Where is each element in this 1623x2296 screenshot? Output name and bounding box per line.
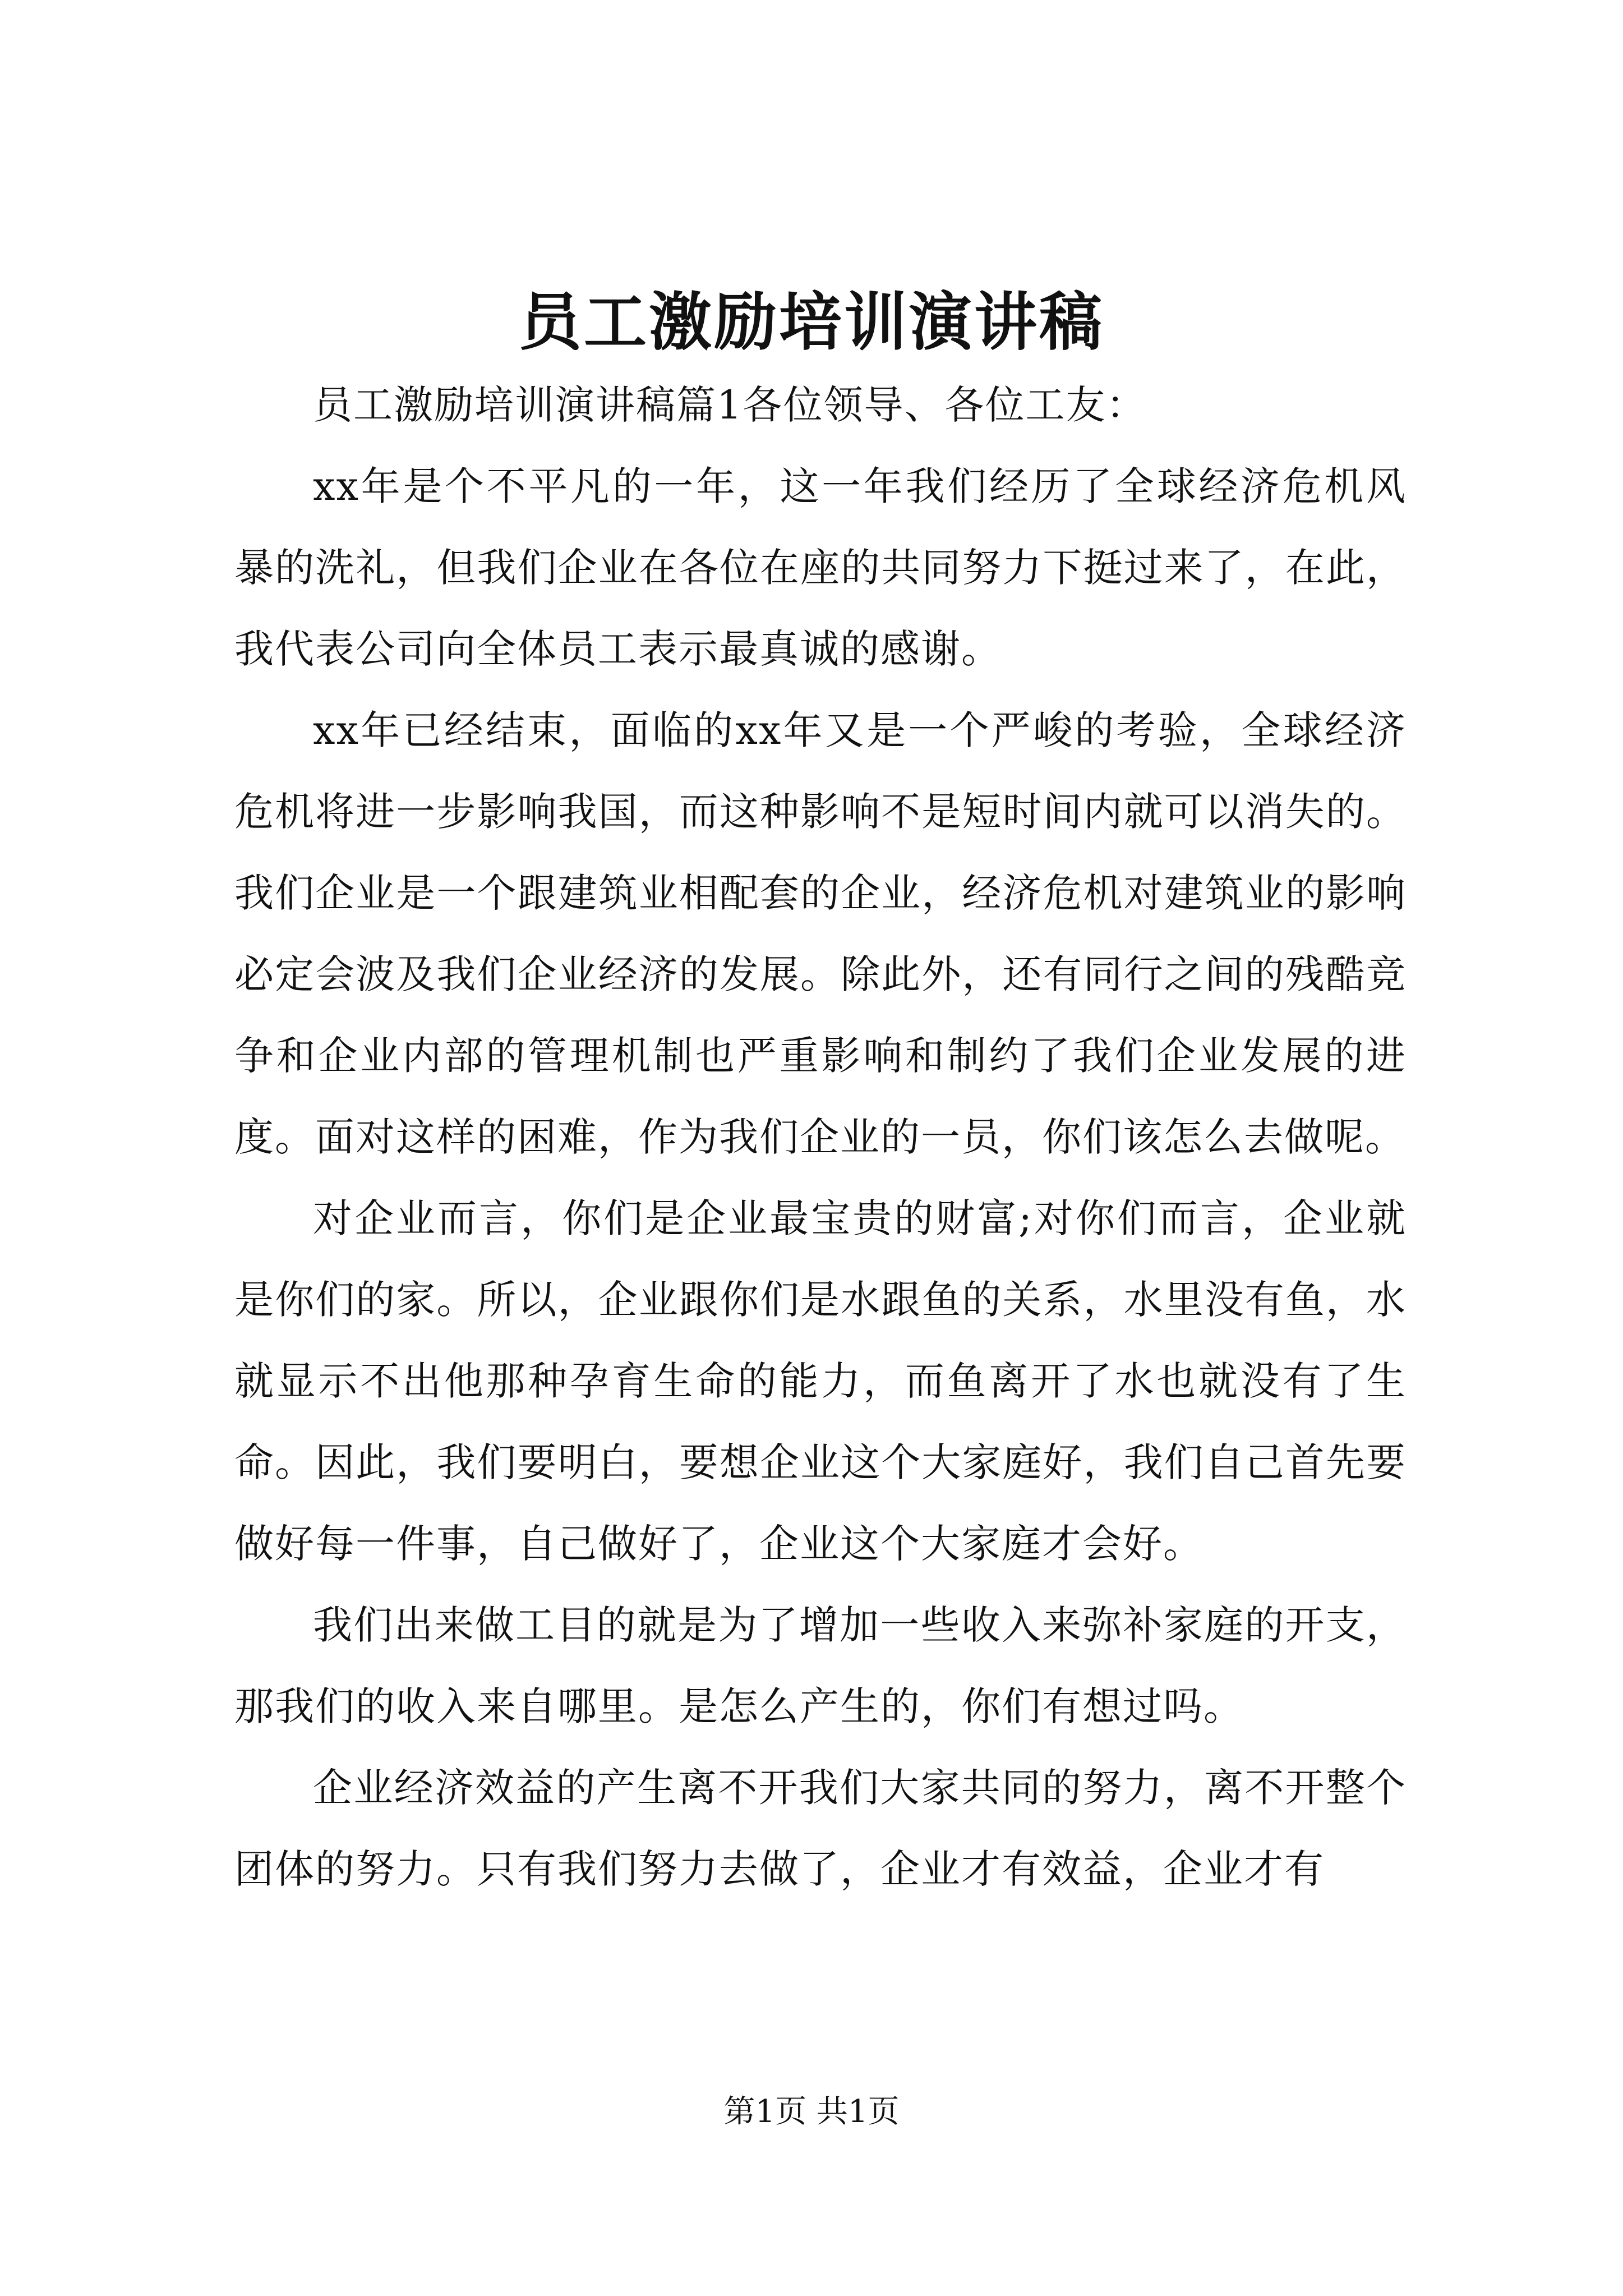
document-body — [234, 365, 1407, 1910]
page-number-footer: 第1页 共1页 — [723, 2093, 900, 2130]
document-title: 员工激励培训演讲稿 — [519, 286, 1104, 359]
paragraph-3: xx年已经结束，面临的xx年又是一个严峻的考验，全球经济危机将进一步影响我国，而这种影响不是短时间内就可以消失的。我们企业是一个跟建筑业相配套的企业，经济危机对建筑业的影响必定会波及我们企业经济的发展。除此外，还有同行之间的残酷竞争和企业内部的管理机制也严重影响和制约了我们企业发展的进度。面对这样的困难，作为我们企业的一员，你们该怎么去做呢。 — [234, 707, 1407, 1160]
paragraph-5: 我们出来做工目的就是为了增加一些收入来弥补家庭的开支，那我们的收入来自哪里。是怎么产生的，你们有想过吗。 — [234, 1602, 1407, 1729]
paragraph-4: 对企业而言，你们是企业最宝贵的财富;对你们而言，企业就是你们的家。所以，企业跟你们是水跟鱼的关系，水里没有鱼，水就显示不出他那种孕育生命的能力，而鱼离开了水也就没有了生命。因此，我们要明白，要想企业这个大家庭好，我们自己首先要做好每一件事，自己做好了，企业这个大家庭才会好。 — [234, 1195, 1407, 1567]
paragraph-1: 员工激励培训演讲稿篇1各位领导、各位工友： — [313, 382, 1147, 428]
paragraph-6: 企业经济效益的产生离不开我们大家共同的努力，离不开整个团体的努力。只有我们努力去做了，企业才有效益，企业才有 — [234, 1765, 1407, 1892]
paragraph-2: xx年是个不平凡的一年，这一年我们经历了全球经济危机风暴的洗礼，但我们企业在各位在座的共同努力下挺过来了，在此，我代表公司向全体员工表示最真诚的感谢。 — [234, 463, 1407, 672]
